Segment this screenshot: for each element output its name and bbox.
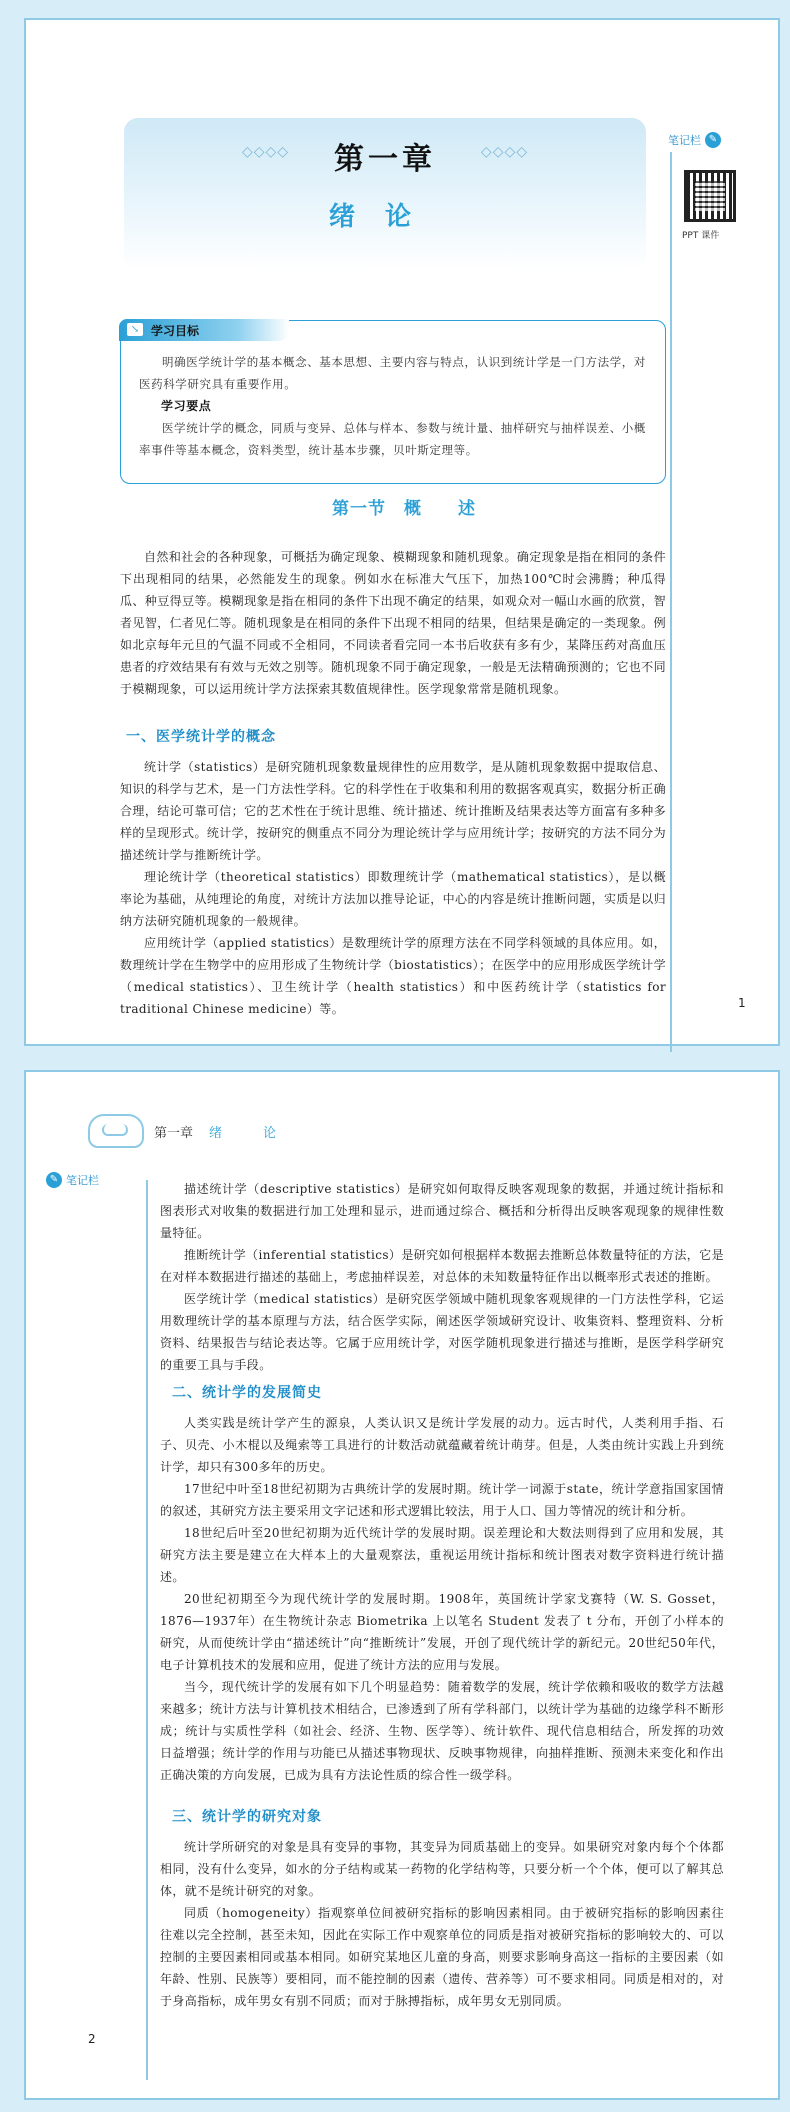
notes-column [46,1172,99,1188]
paragraph: 统计学所研究的对象是具有变异的事物，其变异为同质基础上的变异。如果研究对象内每个个体都相同，没有什么变异，如水的分子结构或某一药物的化学结构等，只要分析一个个体，便可以了解其总体，就不是统计研究的对象。 [160,1840,724,1898]
qr-code-icon[interactable] [684,170,736,222]
body-text [160,1178,724,1376]
arrow-icon: ↘ [127,323,143,336]
paragraph: 描述统计学（descriptive statistics）是研究如何取得反映客观现象的数据，并通过统计指标和图表形式对收集的数据进行加工处理和显示，进而通过综合、概括和分析得出反映客观现象的规律性数量特征。 [160,1182,724,1240]
chapter-title: 绪论 [328,202,441,232]
page-number: 1 [738,996,746,1010]
paragraph: 应用统计学（applied statistics）是数理统计学的原理方法在不同学科领域的具体应用。如，数理统计学在生物学中的应用形成了生物统计学（biostatistics）；在医学中的应用形成医学统计学（medical statistics）、卫生统计学（health statistics）和中医药统计学（statistics for traditional Chinese medicine）等。 [120,936,666,1016]
notes-divider [146,1180,148,2080]
objectives-title: 学习目标 [151,324,200,338]
chapter-number: 第一章 [334,142,436,177]
paragraph: 推断统计学（inferential statistics）是研究如何根据样本数据去推断总体数量特征的方法，它是在对样本数据进行描述的基础上，考虑抽样误差，对总体的未知数量特征作出以概率形式表述的推断。 [160,1248,724,1284]
body-text [160,1412,724,1786]
paragraph: 18世纪后叶至20世纪初期为近代统计学的发展时期。误差理论和大数法则得到了应用和发展，其研究方法主要是建立在大样本上的大量观察法，重视运用统计指标和统计图表对数字资料进行统计描述。 [160,1526,724,1584]
decor-left-icon: ◇◇◇◇ [242,144,290,160]
pen-icon: ✎ [46,1172,62,1188]
objectives-tab [119,319,289,341]
header-chapter: 第一章 [154,1125,194,1141]
notes-label [46,1172,99,1188]
running-header [88,1114,290,1148]
page-number: 2 [88,2032,96,2046]
paragraph: 同质（homogeneity）指观察单位间被研究指标的影响因素相同。由于被研究指标的影响因素往往难以完全控制，甚至未知，因此在实际工作中观察单位的同质是指对被研究指标的影响较大的、可以控制的主要因素相同或基本相同。如研究某地区儿童的身高，则要求影响身高这一指标的主要因素（如年龄、性别、民族等）要相同，而不能控制的因素（遗传、营养等）可不要求相同。同质是相对的，对于身高指标，成年男女有别不同质；而对于脉搏指标，成年男女无别同质。 [160,1906,724,2008]
body-text [160,1836,724,2012]
key-points-heading: 学习要点 [161,399,212,413]
notes-label [668,132,764,148]
subsection-title: 一、医学统计学的概念 [126,729,276,745]
header-title: 绪 论 [209,1125,291,1141]
page-2 [24,1070,780,2100]
decor-right-icon: ◇◇◇◇ [480,144,528,160]
page-1 [24,18,780,1046]
subsection-title: 二、统计学的发展简史 [172,1385,322,1401]
key-points-text: 医学统计学的概念，同质与变异、总体与样本、参数与统计量、抽样研究与抽样误差、小概率事件等基本概念，资料类型，统计基本步骤，贝叶斯定理等。 [139,421,646,457]
pen-icon: ✎ [705,132,721,148]
paragraph: 20世纪初期至今为现代统计学的发展时期。1908年，英国统计学家戈赛特（W. S. Gosset，1876—1937年）在生物统计杂志 Biometrika 上以笔名 Student 发表了 t 分布，开创了小样本的研究，从而使统计学由“描述统计”向“推断统计”发展，开创了现代统计学的新纪元。20世纪50年代，电子计算机技术的发展和应用，促进了统计方法的应用与发展。 [160,1592,724,1672]
paragraph: 统计学（statistics）是研究随机现象数量规律性的应用数学，是从随机现象数据中提取信息、知识的科学与艺术，是一门方法性学科。它的科学性在于收集和利用的数据客观真实，数据分析正确合理，结论可靠可信；它的艺术性在于统计思维、统计描述、统计推断及结果表达等方面富有多种多样的呈现形式。统计学，按研究的侧重点不同分为理论统计学与应用统计学；按研究的方法不同分为描述统计学与推断统计学。 [120,760,666,862]
body-text [120,546,666,700]
notes-column [668,132,764,241]
paragraph: 自然和社会的各种现象，可概括为确定现象、模糊现象和随机现象。确定现象是指在相同的条件下出现相同的结果，必然能发生的现象。例如水在标准大气压下，加热100℃时会沸腾；种瓜得瓜、种豆得豆等。模糊现象是指在相同的条件下出现不确定的结果，如观众对一幅山水画的欣赏，智者见智，仁者见仁等。随机现象是在相同的条件下出现不相同的结果，但结果是确定的一类现象。例如北京每年元旦的气温不同或不全相同，不同读者看完同一本书后收获有多有少，某降压药对高血压患者的疗效结果有有效与无效之别等。随机现象不同于确定现象，一般是无法精确预测的；它也不同于模糊现象，可以运用统计学方法探索其数值规律性。医学现象常常是随机现象。 [120,550,666,696]
notes-label-text: 笔记栏 [668,134,701,147]
notes-label-text: 笔记栏 [66,1174,99,1187]
ppt-label: PPT 课件 [682,231,720,241]
learning-objectives-box [120,320,666,484]
cloud-ornament-icon [88,1114,144,1148]
chapter-header [124,118,646,270]
section-title: 第一节 概 述 [332,499,476,519]
paragraph: 当今，现代统计学的发展有如下几个明显趋势：随着数学的发展，统计学依赖和吸收的数学方法越来越多；统计方法与计算机技术相结合，已渗透到了所有学科部门，以统计学为基础的边缘学科不断形成；统计与实质性学科（如社会、经济、生物、医学等）、统计软件、现代信息相结合，所发挥的功效日益增强；统计学的作用与功能已从描述事物现状、反映事物规律，向抽样推断、预测未来变化和作出正确决策的方向发展，已成为具有方法论性质的综合性一级学科。 [160,1680,724,1782]
subsection-title: 三、统计学的研究对象 [172,1809,322,1825]
paragraph: 医学统计学（medical statistics）是研究医学领域中随机现象客观规律的一门方法性学科，它运用数理统计学的基本原理与方法，结合医学实际，阐述医学领域研究设计、收集资料、整理资料、分析资料、结果报告与结论表达等。它属于应用统计学，对医学随机现象进行描述与推断，是医学科学研究的重要工具与手段。 [160,1292,724,1372]
paragraph: 理论统计学（theoretical statistics）即数理统计学（mathematical statistics），是以概率论为基础，从纯理论的角度，对统计方法加以推导论证，中心的内容是统计推断问题，实质是以归纳方法研究随机现象的一般规律。 [120,870,666,928]
paragraph: 人类实践是统计学产生的源泉，人类认识又是统计学发展的动力。远古时代，人类利用手指、石子、贝壳、小木棍以及绳索等工具进行的计数活动就蕴藏着统计萌芽。但是，人类由统计实践上升到统计学，却只有300多年的历史。 [160,1416,724,1474]
paragraph: 17世纪中叶至18世纪初期为古典统计学的发展时期。统计学一词源于state，统计学意指国家国情的叙述，其研究方法主要采用文字记述和形式逻辑比较法，用于人口、国力等情况的统计和分析。 [160,1482,724,1518]
body-text [120,756,666,1020]
notes-divider [670,152,672,1052]
objectives-intro: 明确医学统计学的基本概念、基本思想、主要内容与特点，认识到统计学是一门方法学，对医药科学研究具有重要作用。 [139,355,646,391]
